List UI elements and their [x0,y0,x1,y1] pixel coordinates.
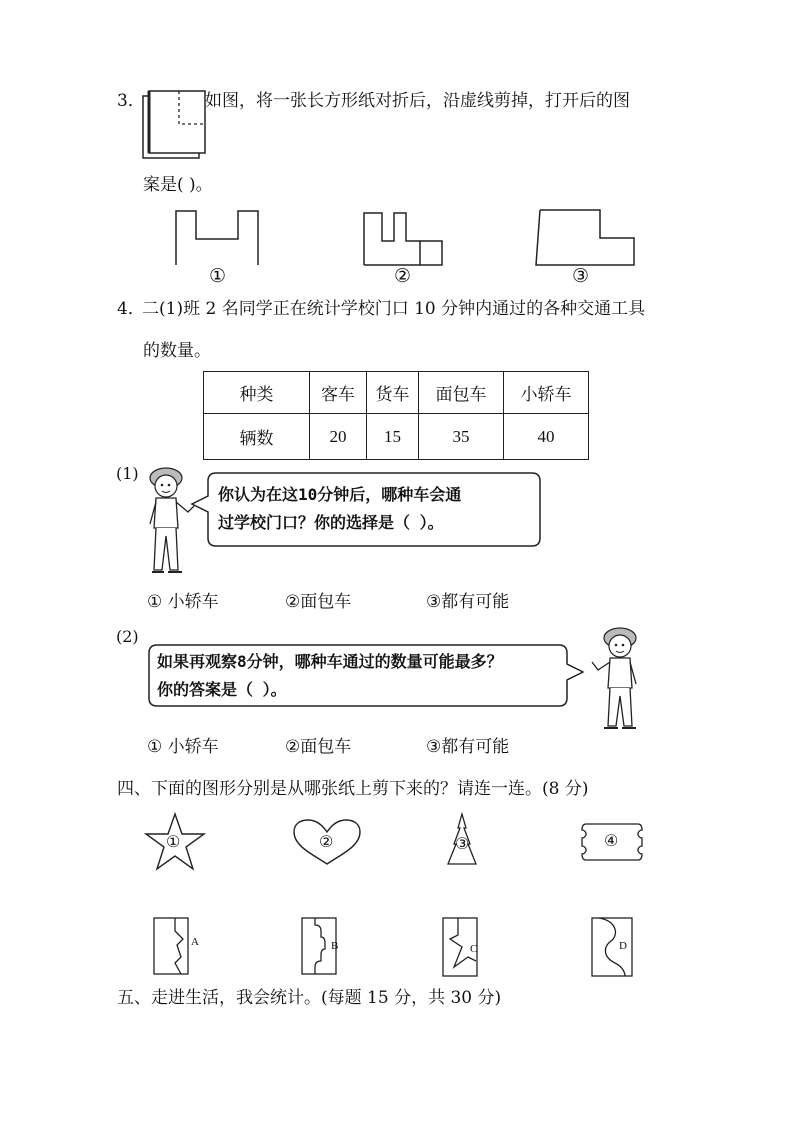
q3-option-shape-2 [362,211,446,267]
folded-paper-figure [142,90,208,160]
table-row-label: 辆数 [204,414,310,460]
table-row [204,414,589,460]
table-header-cell: 小轿车 [504,372,589,414]
q4-sub2-choice-3[interactable]: ③都有可能 [426,737,510,757]
bubble-1-line1: 你认为在这10分钟后，哪种车会通 [218,485,462,504]
table-cell: 35 [419,414,504,460]
q3-text-line2: 案是( )。 [143,175,213,195]
q3-option-label-1[interactable]: ① [209,265,227,287]
bubble-2-text [157,648,503,704]
table-header-cell: 种类 [204,372,310,414]
q3-option-label-2[interactable]: ② [394,265,412,287]
q4-sub2-choice-2[interactable]: ②面包车 [285,737,352,757]
table-cell: 40 [504,414,589,460]
table-header-cell: 客车 [310,372,367,414]
paper-d-label: D [619,940,627,952]
paper-c-label: C [470,943,478,955]
bubble-1-line2: 过学校门口？你的选择是（ ）。 [218,513,444,532]
q4-sub1-label: (1) [116,464,139,483]
q4-sub1-choice-1[interactable]: ① 小轿车 [147,592,219,612]
paper-a-label: A [191,936,199,948]
section5-title: 五、走进生活，我会统计。(每题 15 分，共 30 分) [117,988,502,1008]
q3-option-label-3[interactable]: ③ [572,265,590,287]
table-cell: 20 [310,414,367,460]
q3-number: 3． [117,91,145,111]
q4-text-line1: 二(1)班 2 名同学正在统计学校门口 10 分钟内通过的各种交通工具 [142,299,646,319]
q4-sub1-choice-3[interactable]: ③都有可能 [426,592,510,612]
q3-option-shape-3 [534,208,638,268]
paper-a[interactable] [153,917,189,975]
section4-title: 四、下面的图形分别是从哪张纸上剪下来的？请连一连。(8 分) [117,779,589,799]
paper-d[interactable] [591,917,635,977]
q4-text-line2: 的数量。 [143,341,211,361]
table-header-cell: 货车 [367,372,419,414]
traffic-count-table [203,371,589,460]
bubble-2-line2: 你的答案是（ ）。 [157,680,287,699]
q3-option-shape-1 [174,209,262,267]
heart-shape-label: ② [319,832,334,851]
q4-number: 4． [117,299,145,319]
q3-text-line1: 如图，将一张长方形纸对折后，沿虚线剪掉，打开后的图 [205,91,630,111]
tree-shape-label: ③ [455,834,470,853]
bubble-2-line1: 如果再观察8分钟，哪种车通过的数量可能最多？ [157,652,503,671]
boy-illustration-2 [586,624,644,734]
star-shape-label: ① [166,832,181,851]
table-cell: 15 [367,414,419,460]
badge-shape-label: ④ [604,831,619,850]
q4-sub1-choice-2[interactable]: ②面包车 [285,592,352,612]
paper-b-label: B [331,940,339,952]
bubble-1-text [218,481,461,537]
q4-sub2-label: (2) [116,627,139,646]
table-header-row [204,372,589,414]
table-header-cell: 面包车 [419,372,504,414]
q4-sub2-choice-1[interactable]: ① 小轿车 [147,737,219,757]
